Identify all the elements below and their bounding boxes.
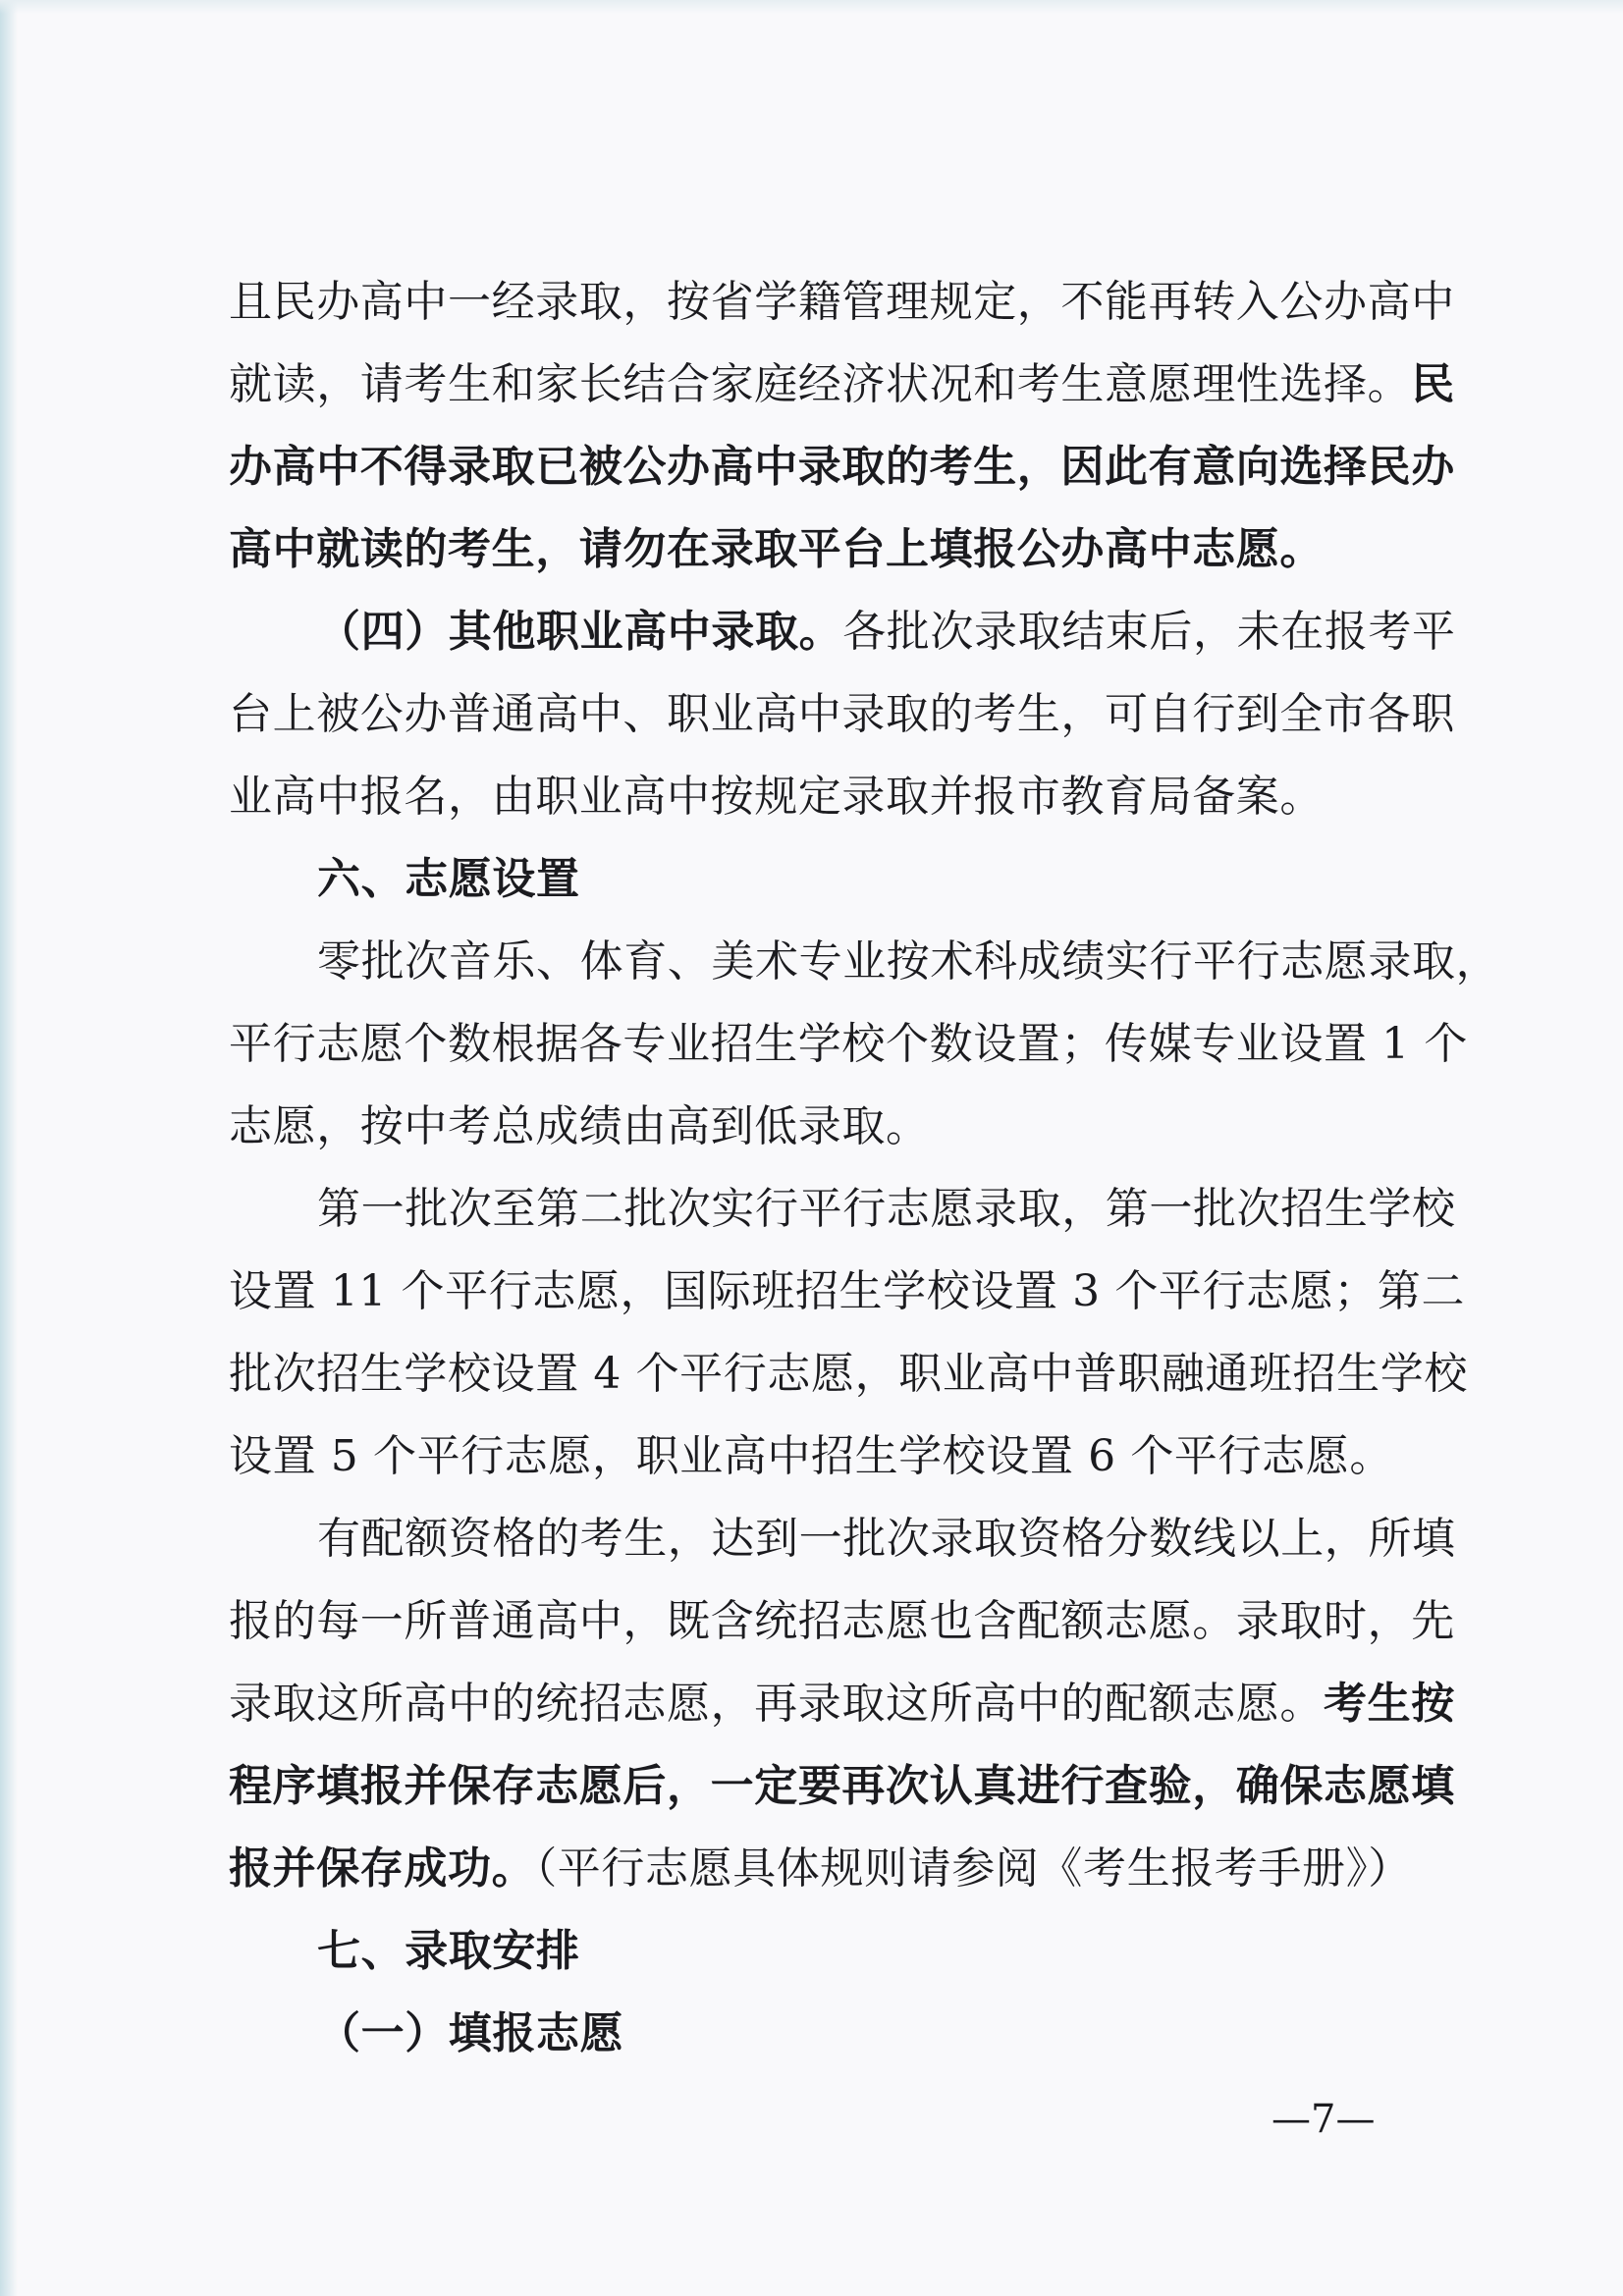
- line-text: 第一批次至第二批次实行平行志愿录取，第一批次招生学校: [317, 1184, 1456, 1234]
- paragraph-line: [229, 1415, 1412, 1498]
- body-text: [229, 261, 1500, 2075]
- paragraph-line: [229, 921, 1500, 1003]
- line-text: 有配额资格的考生，达到一批次录取资格分数线以上，所填: [317, 1514, 1456, 1564]
- paragraph-line: [229, 1580, 1455, 1663]
- subsection-title: （四）其他职业高中录取。: [317, 607, 843, 657]
- paragraph-line: [229, 1003, 1468, 1086]
- paragraph-line: [229, 673, 1455, 756]
- paragraph-line: [229, 1745, 1455, 1828]
- paragraph-line: [229, 508, 1412, 591]
- bold-text: 办高中不得录取已被公办高中录取的考生，因此有意向选择民办: [229, 442, 1455, 492]
- section-heading: [229, 838, 1412, 921]
- paragraph-line: [229, 1333, 1468, 1415]
- line-text: 台上被公办普通高中、职业高中录取的考生，可自行到全市各职: [229, 689, 1455, 739]
- line-text: 零批次音乐、体育、美术专业按术科成绩实行平行志愿录取，: [317, 936, 1500, 987]
- line-text: 报的每一所普通高中，既含统招志愿也含配额志愿。录取时，先: [229, 1596, 1455, 1646]
- page-number: —7—: [1271, 2097, 1376, 2142]
- section-heading: [229, 1910, 1412, 1993]
- paragraph-line: [229, 756, 1412, 838]
- line-text: 设置 5 个平行志愿，职业高中招生学校设置 6 个平行志愿。: [229, 1431, 1393, 1481]
- paragraph-line: [229, 1828, 1412, 1910]
- bold-text: 高中就读的考生，请勿在录取平台上填报公办高中志愿。: [229, 524, 1324, 574]
- line-text: 业高中报名，由职业高中按规定录取并报市教育局备案。: [229, 772, 1324, 822]
- line-text: 志愿，按中考总成绩由高到低录取。: [229, 1101, 930, 1151]
- bold-text: 报并保存成功。: [229, 1843, 536, 1894]
- bold-text: 民: [1411, 359, 1455, 409]
- paragraph-line: [229, 591, 1456, 673]
- paragraph-line: [229, 1498, 1456, 1580]
- bold-text: 程序填报并保存志愿后，一定要再次认真进行查验，确保志愿填: [229, 1761, 1455, 1811]
- line-text: 录取这所高中的统招志愿，再录取这所高中的配额志愿。: [229, 1679, 1324, 1729]
- bold-text: 考生按: [1324, 1679, 1455, 1729]
- section-title: 七、录取安排: [317, 1926, 580, 1976]
- paragraph-line: [229, 261, 1455, 344]
- paragraph-line: [229, 1168, 1456, 1251]
- subsection-heading: [229, 1993, 1412, 2075]
- paragraph-line: [229, 426, 1455, 508]
- section-title: 六、志愿设置: [317, 854, 580, 904]
- paragraph-line: [229, 1663, 1455, 1745]
- line-text: 各批次录取结束后，未在报考平: [842, 607, 1456, 657]
- line-text: 平行志愿个数根据各专业招生学校个数设置；传媒专业设置 1 个: [229, 1019, 1468, 1069]
- line-text: 批次招生学校设置 4 个平行志愿，职业高中普职融通班招生学校: [229, 1349, 1468, 1399]
- line-text: （平行志愿具体规则请参阅《考生报考手册》）: [535, 1843, 1412, 1894]
- paragraph-line: [229, 1251, 1466, 1333]
- paragraph-line: [229, 1086, 1412, 1168]
- subsection-title: （一）填报志愿: [317, 2008, 624, 2058]
- paragraph-line: [229, 344, 1455, 426]
- line-text: 设置 11 个平行志愿，国际班招生学校设置 3 个平行志愿；第二: [229, 1266, 1466, 1316]
- line-text: 就读，请考生和家长结合家庭经济状况和考生意愿理性选择。: [229, 359, 1412, 409]
- line-text: 且民办高中一经录取，按省学籍管理规定，不能再转入公办高中: [229, 277, 1455, 327]
